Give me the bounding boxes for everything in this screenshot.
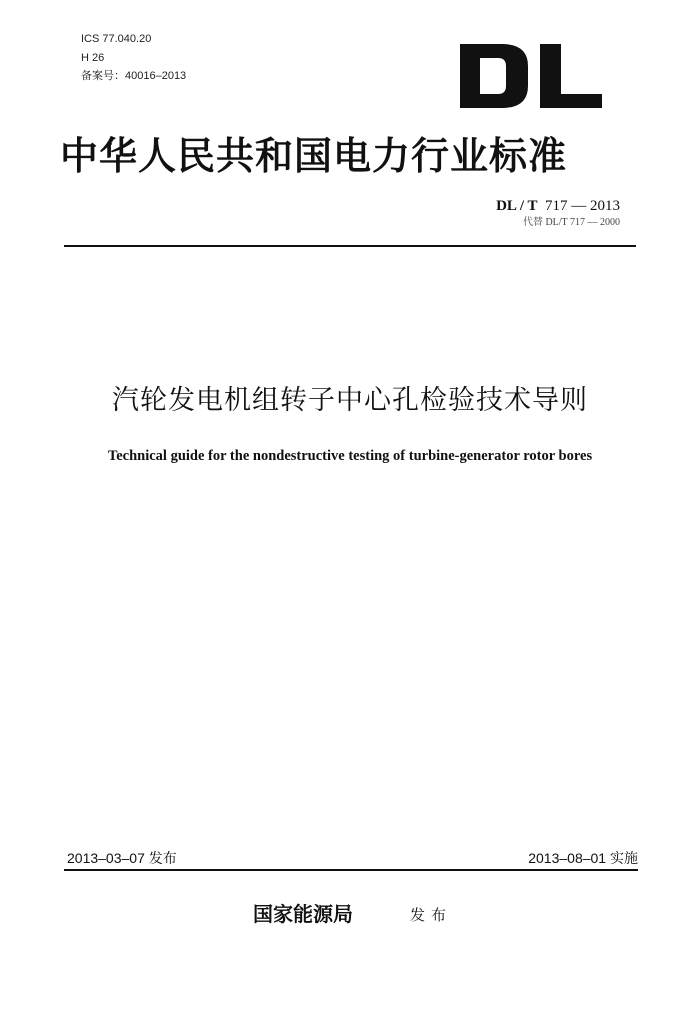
record-number: 备案号：40016–2013: [81, 70, 187, 82]
dl-logo: [460, 44, 602, 108]
publish-label: 发布: [410, 906, 453, 924]
document-title-english: Technical guide for the nondestructive testing of turbine-generator rotor bores: [107, 448, 593, 464]
standard-number: [496, 197, 620, 215]
standard-code: 717 — 2013: [545, 198, 620, 214]
issue-date: 2013–03–07 发布: [67, 850, 177, 866]
publisher-name: 国家能源局: [253, 902, 353, 926]
header-divider: [64, 245, 636, 247]
standard-prefix: DL / T: [496, 198, 538, 214]
document-title-chinese: 汽轮发电机组转子中心孔检验技术导则: [112, 385, 588, 416]
category-code: H 26: [81, 52, 105, 64]
standard-header: 中华人民共和国电力行业标准: [60, 133, 568, 178]
replaces-standard: 代替 DL/T 717 — 2000: [522, 217, 620, 228]
implementation-date: 2013–08–01 实施: [528, 850, 638, 866]
ics-code: ICS 77.040.20: [81, 33, 152, 45]
footer-divider: [64, 869, 638, 871]
